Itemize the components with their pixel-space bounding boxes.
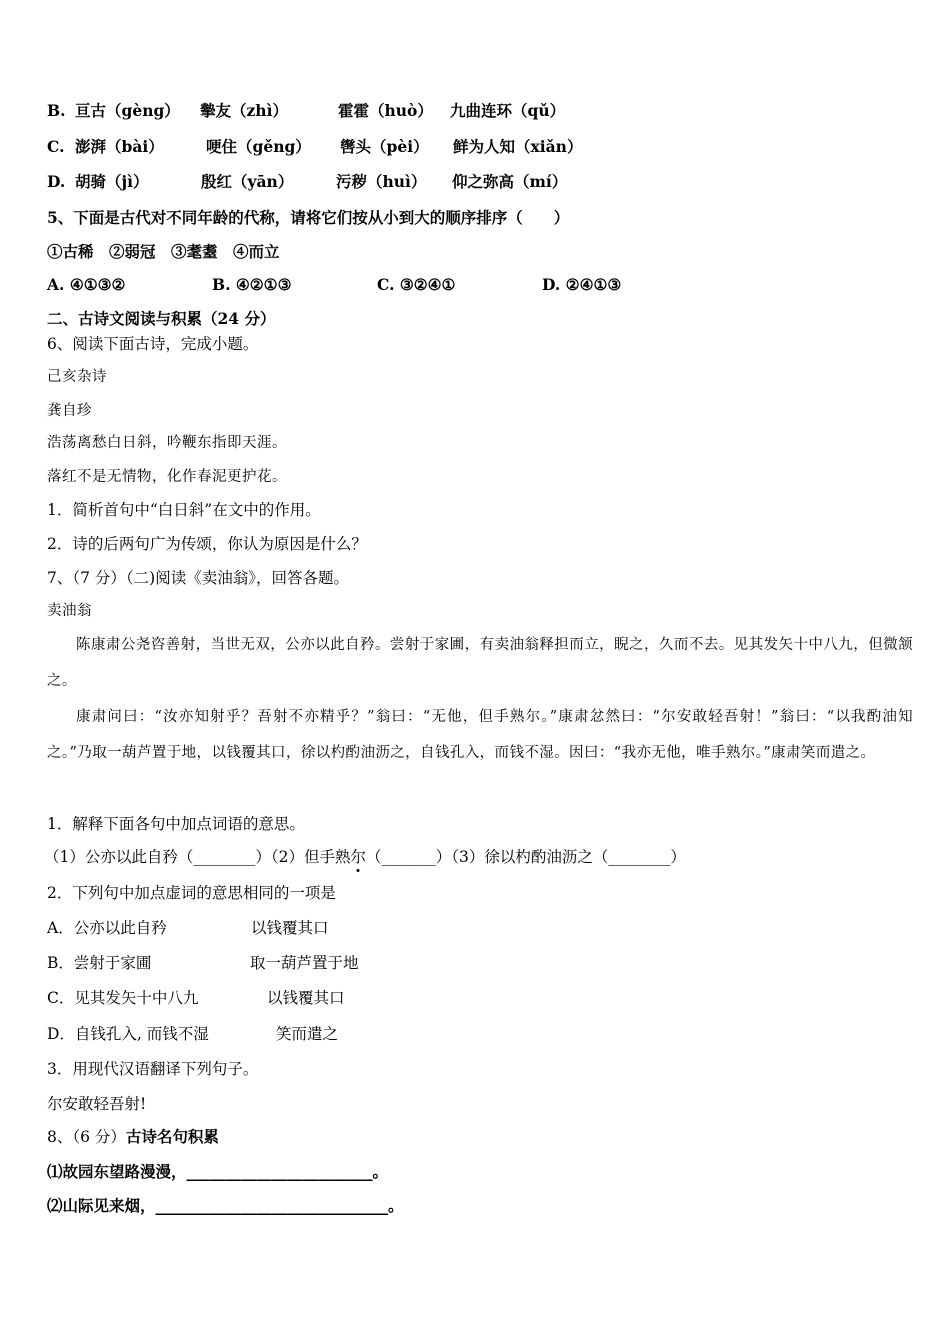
q8-stem	[47, 1126, 219, 1148]
q7-stem: 7、（7 分）（二)阅读《卖油翁》，回答各题。	[47, 569, 349, 587]
option-item: 九曲连环（qǔ）	[450, 101, 566, 120]
q5-option-d: D. ②④①③	[542, 275, 622, 294]
fill-blank-item: （2）但手熟	[270, 848, 351, 866]
option-item: 澎湃（bài）	[75, 137, 164, 156]
option-item: 亘古（gèng）	[75, 101, 180, 120]
option-item: 哽住（gěng）	[206, 137, 311, 156]
q8-line: ⑵山际见来烟，______________________________。	[47, 1196, 404, 1215]
q8-line: ⑴故园东望路漫漫，________________________。	[47, 1162, 389, 1181]
option-item: 霍霍（huò）	[338, 101, 433, 120]
option-item: 胡骑（jì）	[75, 172, 149, 191]
option-label: C.	[47, 137, 65, 156]
passage-paragraph: 陈康肃公尧咨善射，当世无双，公亦以此自矜。尝射于家圃，有卖油翁释担而立，睨之，久而不去。见其发矢十中八九，但微颔之。	[47, 637, 913, 689]
poem-author: 龚自珍	[47, 403, 92, 419]
q6-stem: 6、阅读下面古诗，完成小题。	[47, 335, 259, 353]
q8-title: 古诗名句积累	[125, 1127, 219, 1146]
option-left: A．公亦以此自矜	[47, 919, 167, 937]
option-item: 鲜为人知（xiǎn）	[453, 137, 583, 156]
q7-sub1-items	[44, 846, 686, 868]
q7-sub3-sentence: 尔安敢轻吾射!	[47, 1095, 147, 1113]
q8-number: 8、（6 分）	[47, 1128, 126, 1146]
option-left: D．自钱孔入, 而钱不湿	[47, 1025, 209, 1043]
passage-title: 卖油翁	[47, 603, 92, 619]
passage-paragraph: 康肃问曰：“汝亦知射乎？吾射不亦精乎？”翁曰：“无他，但手熟尔。”康肃忿然曰：“尔安敢轻吾射！”翁曰：“以我酌油知之。”乃取一葫芦置于地，以钱覆其口，徐以杓酌油沥之，自钱孔入，而钱不湿。因曰：“我亦无他，唯手熟尔。”康肃笑而遣之。	[47, 709, 913, 761]
option-label: B.	[47, 101, 66, 120]
option-item: 辔头（pèi）	[340, 137, 429, 156]
q7-sub1: 1．解释下面各句中加点词语的意思。	[47, 815, 305, 833]
option-right: 以钱覆其口	[267, 989, 345, 1007]
poem-line: 落红不是无情物，化作春泥更护花。	[47, 469, 287, 485]
poem-title: 己亥杂诗	[47, 369, 107, 385]
poem-line: 浩荡离愁白日斜，吟鞭东指即天涯。	[47, 435, 287, 451]
q5-option-a: A. ④①③②	[47, 275, 126, 294]
section-title: 二、古诗文阅读与积累（24 分）	[47, 309, 276, 328]
option-item: 摰友（zhì）	[200, 101, 288, 120]
option-right: 取一葫芦置于地	[250, 954, 359, 972]
option-left: B．尝射于家圃	[47, 954, 152, 972]
q5-stem: 5、下面是古代对不同年龄的代称，请将它们按从小到大的顺序排序（ ）	[47, 208, 570, 227]
q5-choices: ①古稀 ②弱冠 ③耄耋 ④而立	[47, 242, 280, 261]
option-left: C．见其发矢十中八九	[47, 989, 199, 1007]
q6-sub2: 2．诗的后两句广为传颂，你认为原因是什么？	[47, 535, 367, 553]
q7-sub3: 3．用现代汉语翻译下列句子。	[47, 1060, 259, 1078]
fill-blank-item: （_______）	[366, 848, 452, 866]
option-item: 仰之弥高（mí）	[452, 172, 568, 191]
option-item: 殷红（yān）	[201, 172, 294, 191]
option-right: 笑而遣之	[276, 1025, 339, 1043]
fill-blank-item: （3）徐以杓酌油沥之（________）	[451, 848, 686, 866]
q5-option-c: C. ③②④①	[377, 275, 456, 294]
fill-blank-item: （1）公亦以此自矜（________）	[44, 848, 271, 866]
option-right: 以钱覆其口	[251, 919, 329, 937]
q7-sub2: 2．下列句中加点虚词的意思相同的一项是	[47, 884, 336, 902]
option-item: 污秽（huì）	[336, 172, 427, 191]
q6-sub1: 1．简析首句中“白日斜”在文中的作用。	[47, 501, 321, 519]
dotted-word: 尔	[350, 848, 367, 866]
option-label: D.	[47, 172, 66, 191]
q5-option-b: B. ④②①③	[212, 275, 292, 294]
